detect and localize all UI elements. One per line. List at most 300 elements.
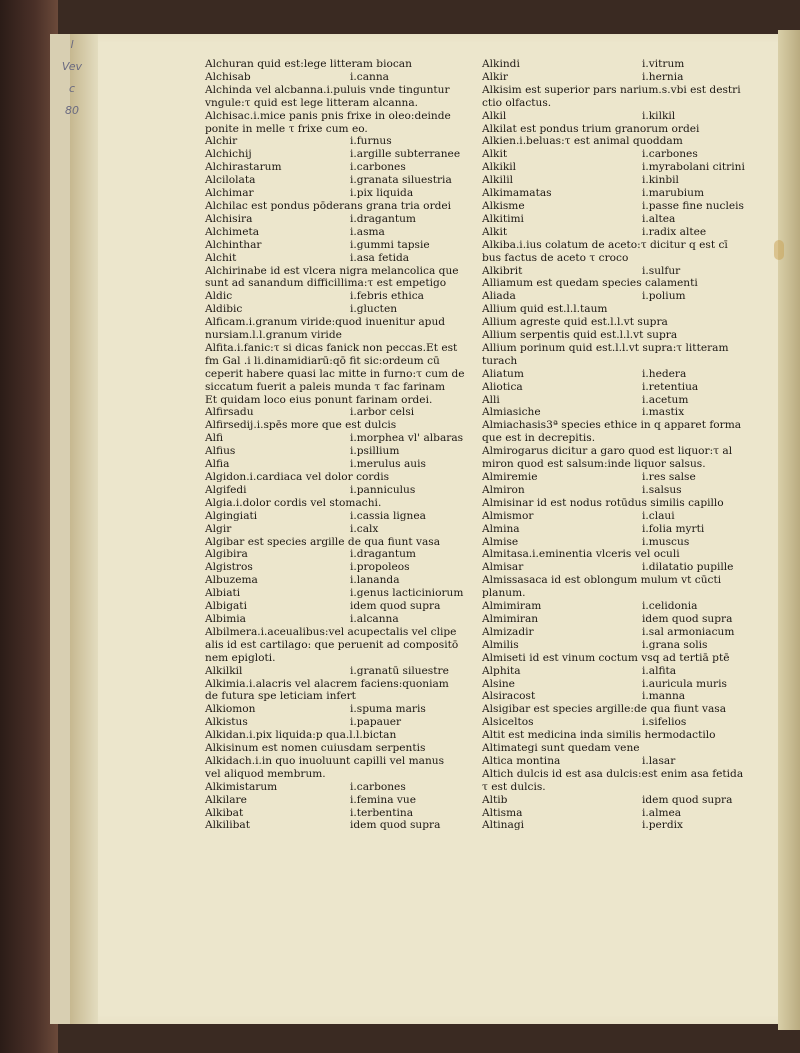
entry-term: Albiati (205, 587, 241, 600)
entry-gloss: i.salsus (642, 483, 682, 496)
entry-term: Aldibic (205, 303, 243, 316)
glossary-entry (205, 716, 470, 729)
entry-term: Almiremie (482, 471, 538, 483)
glossary-entry (482, 58, 772, 71)
entry-gloss: i.asma (350, 225, 385, 238)
glossary-entry (482, 613, 772, 626)
entry-term: Algistros (205, 561, 253, 574)
glossary-entry (205, 548, 470, 561)
entry-gloss: i.retentiua (642, 380, 699, 393)
entry-gloss: i.vitrum (642, 58, 685, 70)
entry-gloss: i.celidonia (642, 600, 698, 613)
entry-gloss: i.argille subterranee (350, 148, 461, 161)
glossary-entry (482, 781, 772, 794)
glossary-entry (482, 794, 772, 807)
entry-term: Allium quid est.l.l.taum (482, 303, 608, 316)
entry-term: Almimiran (482, 612, 539, 625)
glossary-entry (482, 239, 772, 252)
glossary-entry (482, 755, 772, 768)
entry-term: ponite in melle τ frixe cum eo. (205, 122, 368, 135)
glossary-entry (482, 213, 772, 226)
glossary-entry (205, 419, 470, 432)
entry-gloss: i.propoleos (350, 561, 410, 574)
entry-gloss: i.kinbil (642, 174, 679, 187)
glossary-entry (482, 587, 772, 600)
glossary-entry (205, 226, 470, 239)
entry-term: Alsiracost (482, 690, 536, 703)
entry-term: Alfia (205, 458, 230, 471)
glossary-entry (205, 329, 470, 342)
glossary-entry (205, 819, 470, 832)
glossary-entry (205, 561, 470, 574)
entry-gloss: i.spuma maris (350, 703, 426, 716)
entry-term: Alliamum est quedam species calamenti (482, 277, 698, 290)
entry-gloss: i.perdix (642, 819, 684, 832)
glossary-entry (482, 342, 772, 355)
entry-gloss: i.polium (642, 290, 686, 303)
entry-term: Algibar est species argille de qua fiunt vasa (205, 535, 441, 548)
entry-gloss: i.morphea vl' albaras (350, 432, 464, 445)
entry-term: Alkimamatas (482, 187, 552, 200)
entry-term: τ est dulcis. (482, 780, 546, 793)
entry-term: Alkiomon (205, 703, 256, 716)
entry-gloss: i.sifelios (642, 716, 687, 729)
entry-term: Altinagi (482, 819, 524, 832)
entry-term: Alfius (205, 445, 236, 458)
glossary-entry (205, 71, 470, 84)
entry-gloss: i.carbones (642, 148, 698, 161)
entry-term: Algir (205, 522, 232, 535)
glossary-entry (482, 394, 772, 407)
entry-term: Altisma (482, 806, 523, 819)
entry-gloss: i.acetum (642, 393, 689, 406)
entry-term: Alfi (205, 432, 224, 445)
entry-term: Almina (482, 522, 520, 535)
entry-term: Alchichij (205, 148, 252, 161)
entry-gloss: i.mastix (642, 406, 685, 419)
glossary-entry (205, 445, 470, 458)
entry-term: Almisinar id est nodus rotūdus similis capillo (482, 496, 724, 509)
entry-term: Almilis (482, 638, 519, 651)
entry-term: nem epigloti. (205, 651, 276, 664)
entry-term: Allium agreste quid est.l.l.vt supra (482, 316, 668, 329)
entry-term: Alkimistarum (205, 780, 278, 793)
margin-note: l (70, 38, 74, 51)
entry-gloss: i.kilkil (642, 109, 676, 122)
entry-term: Almissasaca id est oblongum mulum vt cūcti (482, 574, 722, 587)
entry-term: Almitasa.i.eminentia vlceris vel oculi (482, 548, 680, 561)
glossary-entry (205, 703, 470, 716)
glossary-entry (205, 755, 470, 768)
glossary-entry (482, 536, 772, 549)
entry-term: Alkibrit (482, 264, 523, 277)
entry-term: Almirogarus dicitur a garo quod est liquor:τ al (482, 445, 733, 458)
entry-gloss: i.folia myrti (642, 522, 705, 535)
glossary-entry (482, 123, 772, 136)
entry-term: planum. (482, 587, 526, 600)
glossary-entry (205, 458, 470, 471)
glossary-entry (482, 368, 772, 381)
glossary-entry (205, 84, 470, 97)
entry-term: Algibira (205, 548, 248, 561)
entry-term: Aldic (205, 290, 233, 303)
entry-term: Alkilibat (205, 819, 250, 832)
entry-gloss: i.lananda (350, 574, 400, 587)
entry-term: Aliatum (482, 367, 524, 380)
glossary-entry (205, 484, 470, 497)
entry-term: Altib (482, 793, 508, 806)
glossary-entry (205, 58, 470, 71)
entry-term: Almise (482, 535, 519, 548)
glossary-entry (482, 742, 772, 755)
entry-term: Alkit (482, 225, 508, 238)
glossary-entry (205, 497, 470, 510)
entry-term: Algia.i.dolor cordis vel stomachi. (205, 496, 382, 509)
glossary-entry (482, 71, 772, 84)
entry-term: Alchinthar (205, 238, 262, 251)
entry-gloss: i.calx (350, 522, 379, 535)
glossary-entry (205, 574, 470, 587)
page-fore-edge (778, 30, 800, 1030)
entry-term: Alkibat (205, 806, 244, 819)
glossary-entry (482, 729, 772, 742)
entry-gloss: i.femina vue (350, 793, 416, 806)
entry-term: Alli (482, 393, 500, 406)
entry-term: Alkimia.i.alacris vel alacrem faciens:quoniam (205, 677, 449, 690)
margin-note: c (68, 82, 76, 95)
entry-gloss: i.glucten (350, 303, 398, 316)
entry-gloss: i.granata siluestria (350, 174, 452, 187)
entry-term: Alkistus (205, 716, 248, 729)
glossary-entry (482, 316, 772, 329)
glossary-entry (205, 135, 470, 148)
entry-term: Alkilare (205, 793, 247, 806)
entry-gloss: i.manna (642, 690, 686, 703)
entry-gloss: i.panniculus (350, 483, 416, 496)
glossary-entry (205, 148, 470, 161)
glossary-entry (482, 97, 772, 110)
entry-gloss: i.altea (642, 212, 676, 225)
glossary-entry (482, 716, 772, 729)
glossary-entry (482, 703, 772, 716)
entry-gloss: i.carbones (350, 780, 406, 793)
entry-term: Aliotica (482, 380, 523, 393)
glossary-entry (205, 110, 470, 123)
glossary-entry (205, 213, 470, 226)
entry-term: Alchimeta (205, 225, 260, 238)
entry-gloss: i.marubium (642, 187, 705, 200)
entry-gloss: i.sulfur (642, 264, 681, 277)
glossary-entry (205, 187, 470, 200)
glossary-entry (482, 135, 772, 148)
entry-term: vel aliquod membrum. (205, 767, 326, 780)
entry-term: Alkit (482, 148, 508, 161)
entry-term: Alchisac.i.mice panis pnis frixe in oleo:deinde (205, 109, 451, 122)
page-gutter (70, 34, 98, 1024)
glossary-entry (482, 471, 772, 484)
entry-term: Allium porinum quid est.l.l.vt supra:τ litteram (482, 341, 729, 354)
glossary-entry (482, 226, 772, 239)
glossary-entry (482, 381, 772, 394)
entry-term: Alchinda vel alcbanna.i.puluis vnde tinguntur (205, 83, 450, 96)
glossary-entry (482, 768, 772, 781)
glossary-entry (205, 781, 470, 794)
entry-term: Alkikil (482, 161, 517, 174)
entry-term: Alchilac est pondus pōderans grana tria ordei (205, 199, 452, 212)
entry-term: Alkisinum est nomen cuiusdam serpentis (205, 742, 426, 755)
glossary-entry (482, 548, 772, 561)
glossary-entry (482, 432, 772, 445)
glossary-entry (205, 742, 470, 755)
page-stain (774, 240, 784, 260)
entry-gloss: i.gummi tapsie (350, 238, 430, 251)
glossary-entry (482, 148, 772, 161)
glossary-entry (482, 187, 772, 200)
entry-term: Alkil (482, 109, 507, 122)
glossary-entry (205, 729, 470, 742)
entry-term: Almiseti id est vinum coctum vsq ad tertiā ptē (482, 651, 730, 664)
entry-gloss: i.res salse (642, 471, 696, 483)
entry-gloss: i.claui (642, 509, 675, 522)
entry-term: Alkir (482, 70, 508, 83)
entry-gloss: i.dilatatio pupille (642, 561, 734, 574)
glossary-entry (205, 316, 470, 329)
glossary-entry (205, 200, 470, 213)
glossary-entry (205, 174, 470, 187)
entry-gloss: i.papauer (350, 716, 402, 729)
glossary-entry (482, 329, 772, 342)
entry-term: Algidon.i.cardiaca vel dolor cordis (205, 471, 390, 483)
entry-term: Alcilolata (205, 174, 256, 187)
entry-gloss: i.radix altee (642, 225, 707, 238)
entry-gloss: i.sal armoniacum (642, 625, 735, 638)
margin-note: Vev (61, 60, 83, 73)
right-text-column (482, 58, 772, 832)
entry-term: Allium serpentis quid est.l.l.vt supra (482, 329, 678, 342)
glossary-entry (205, 161, 470, 174)
entry-term: alis id est cartilago: que peruenit ad compositō (205, 638, 459, 651)
entry-term: turach (482, 354, 518, 367)
entry-gloss: i.hernia (642, 70, 684, 83)
entry-gloss: i.genus lacticiniorum (350, 587, 464, 600)
glossary-entry (482, 807, 772, 820)
glossary-entry (205, 265, 470, 278)
entry-term: Almizadir (482, 625, 534, 638)
glossary-entry (205, 368, 470, 381)
entry-term: de futura spe leticiam infert (205, 690, 356, 703)
glossary-entry (205, 678, 470, 691)
glossary-entry (482, 665, 772, 678)
entry-term: Almimiram (482, 600, 542, 613)
entry-term: Alchimar (205, 187, 254, 200)
glossary-entry (482, 574, 772, 587)
entry-term: sunt ad sanandum difficillima:τ est empetigo (205, 277, 447, 290)
glossary-entry (205, 239, 470, 252)
entry-gloss: i.cassia lignea (350, 509, 426, 522)
glossary-entry (482, 161, 772, 174)
entry-term: Algingiati (205, 509, 258, 522)
glossary-entry (482, 252, 772, 265)
cover-edge (50, 34, 70, 1024)
glossary-entry (205, 587, 470, 600)
glossary-entry (205, 290, 470, 303)
entry-gloss: i.alcanna (350, 612, 399, 625)
glossary-entry (205, 807, 470, 820)
entry-term: bus factus de aceto τ croco (482, 251, 629, 264)
entry-gloss: i.psillium (350, 445, 400, 458)
glossary-entry (205, 626, 470, 639)
entry-term: Altit est medicina inda similis hermodactilo (482, 729, 716, 742)
entry-term: Alsine (482, 677, 515, 690)
glossary-entry (482, 355, 772, 368)
entry-term: Almiachasis3ª species ethice in q apparet forma (482, 419, 742, 432)
glossary-entry (205, 652, 470, 665)
entry-term: Alkindi (482, 58, 520, 70)
entry-term: Albuzema (205, 574, 258, 587)
entry-term: Alphita (482, 664, 521, 677)
entry-term: Alkisim est superior pars narium.s.vbi est destri (482, 83, 741, 96)
entry-term: Alkidach.i.in quo inuoluunt capilli vel manus (205, 754, 445, 767)
glossary-entry (482, 497, 772, 510)
entry-gloss: i.grana solis (642, 638, 708, 651)
entry-gloss: idem quod supra (642, 793, 733, 806)
entry-gloss: i.canna (350, 70, 389, 83)
left-text-column (205, 58, 470, 832)
glossary-entry (205, 342, 470, 355)
entry-term: Alchisab (205, 70, 251, 83)
entry-term: Alkisme (482, 199, 525, 212)
glossary-entry (482, 678, 772, 691)
entry-term: fm Gal .i li.dinamidiarū:qō fit sic:ordeum cū (205, 354, 440, 367)
entry-term: Alchirastarum (205, 161, 282, 174)
entry-gloss: i.almea (642, 806, 682, 819)
glossary-entry (205, 768, 470, 781)
entry-term: Almiron (482, 483, 525, 496)
glossary-entry (205, 510, 470, 523)
entry-term: Alchit (205, 251, 237, 264)
glossary-entry (205, 355, 470, 368)
glossary-entry (482, 561, 772, 574)
entry-term: Alkilkil (205, 664, 243, 677)
entry-term: siccatum fuerit a paleis munda τ fac farinam (205, 380, 446, 393)
entry-term: Altimategi sunt quedam vene (482, 742, 640, 755)
entry-term: nursiam.l.l.granum viride (205, 329, 342, 342)
glossary-entry (205, 613, 470, 626)
entry-term: Et quidam loco eius ponunt farinam ordei. (205, 393, 433, 406)
glossary-entry (482, 84, 772, 97)
glossary-entry (205, 97, 470, 110)
entry-term: Alfirsadu (205, 406, 254, 419)
glossary-entry (205, 406, 470, 419)
glossary-entry (205, 600, 470, 613)
entry-gloss: i.asa fetida (350, 251, 410, 264)
glossary-entry (205, 690, 470, 703)
entry-gloss: i.pix liquida (350, 187, 414, 200)
entry-gloss: idem quod supra (642, 612, 733, 625)
entry-gloss: i.dragantum (350, 212, 416, 225)
entry-term: Almismor (482, 509, 534, 522)
glossary-entry (205, 471, 470, 484)
entry-gloss: i.dragantum (350, 548, 416, 561)
glossary-entry (205, 665, 470, 678)
entry-gloss: i.myrabolani citrini (642, 161, 745, 174)
entry-term: Alsigibar est species argille:de qua fiunt vasa (482, 703, 727, 716)
glossary-entry (205, 277, 470, 290)
entry-term: Alficam.i.granum viride:quod inuenitur apud (205, 316, 446, 329)
entry-gloss: i.carbones (350, 161, 406, 174)
entry-term: Altica montina (482, 754, 561, 767)
glossary-entry (482, 652, 772, 665)
entry-term: Algifedi (205, 483, 247, 496)
entry-term: vngule:τ quid est lege litteram alcanna. (205, 96, 419, 109)
entry-gloss: i.passe fine nucleis (642, 199, 744, 212)
glossary-entry (482, 523, 772, 536)
entry-gloss: i.muscus (642, 535, 690, 548)
entry-term: Albimia (205, 612, 246, 625)
entry-term: Alkilil (482, 174, 514, 187)
glossary-entry (482, 419, 772, 432)
entry-term: Alfirsedij.i.spēs more que est dulcis (205, 419, 397, 432)
glossary-entry (482, 277, 772, 290)
entry-gloss: i.hedera (642, 367, 687, 380)
glossary-entry (482, 626, 772, 639)
glossary-entry (482, 445, 772, 458)
glossary-entry (482, 639, 772, 652)
entry-gloss: i.arbor celsi (350, 406, 415, 419)
glossary-entry (205, 639, 470, 652)
glossary-entry (482, 690, 772, 703)
entry-term: Alchisira (205, 212, 253, 225)
glossary-entry (482, 484, 772, 497)
glossary-entry (205, 536, 470, 549)
entry-term: que est in decrepitis. (482, 432, 596, 445)
entry-term: ctio olfactus. (482, 96, 552, 109)
entry-gloss: i.granatū siluestre (350, 664, 449, 677)
glossary-entry (205, 394, 470, 407)
glossary-entry (205, 303, 470, 316)
glossary-entry (482, 200, 772, 213)
entry-term: Albigati (205, 600, 247, 613)
entry-gloss: i.furnus (350, 135, 392, 148)
entry-term: Alkilat est pondus trium granorum ordei (482, 122, 700, 135)
glossary-entry (482, 174, 772, 187)
entry-term: Almisar (482, 561, 524, 574)
glossary-entry (205, 381, 470, 394)
entry-term: Alchuran quid est:lege litteram biocan (205, 58, 412, 70)
entry-gloss: i.merulus auis (350, 458, 426, 471)
entry-term: Alkitimi (482, 212, 524, 225)
margin-note: 80 (65, 104, 79, 117)
entry-term: Alkidan.i.pix liquida:p qua.l.l.bictan (205, 729, 397, 742)
glossary-entry (482, 290, 772, 303)
glossary-entry (482, 510, 772, 523)
entry-term: Alsiceltos (482, 716, 534, 729)
entry-term: Almiasiche (482, 406, 541, 419)
glossary-entry (482, 600, 772, 613)
entry-term: Aliada (482, 290, 516, 303)
glossary-entry (205, 432, 470, 445)
entry-gloss: i.lasar (642, 754, 676, 767)
entry-term: Alchir (205, 135, 238, 148)
entry-gloss: idem quod supra (350, 819, 441, 832)
entry-term: Alfita.i.fanic:τ si dicas fanick non peccas.Et est (205, 341, 458, 354)
glossary-entry (205, 794, 470, 807)
entry-gloss: i.auricula muris (642, 677, 727, 690)
entry-term: Albilmera.i.aceualibus:vel acupectalis vel clipe (205, 625, 457, 638)
entry-term: Altich dulcis id est asa dulcis:est enim asa fetida (482, 767, 744, 780)
entry-term: miron quod est salsum:inde liquor salsus. (482, 458, 706, 471)
entry-term: ceperit habere quasi lac mitte in furno:τ cum de (205, 367, 465, 380)
